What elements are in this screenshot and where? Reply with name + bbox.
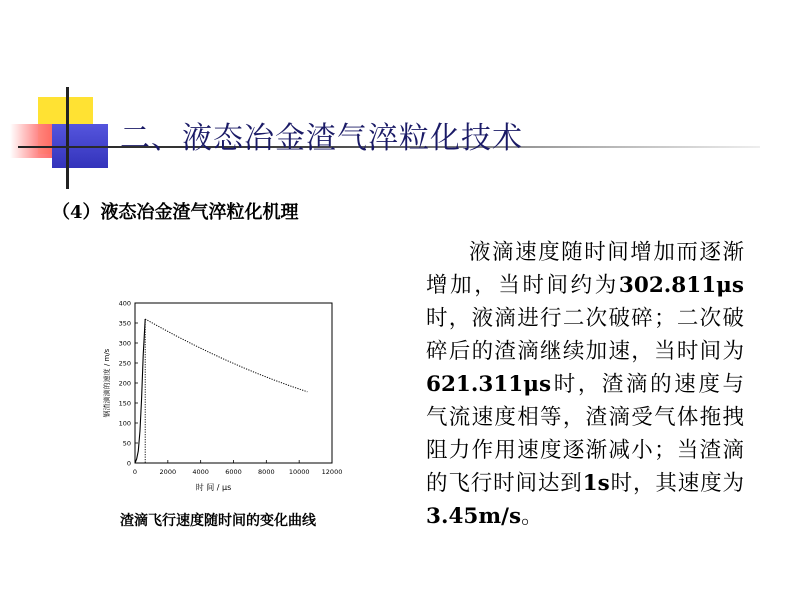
y-axis-label: 钢渣滴滴的速度 / m/s — [103, 348, 111, 418]
y-tick-label: 400 — [118, 299, 131, 308]
y-tick-label: 300 — [118, 339, 131, 348]
chart-svg — [85, 290, 355, 500]
y-tick-label: 100 — [118, 419, 131, 428]
section-subtitle: （4）液态冶金渣气淬粒化机理 — [52, 202, 299, 223]
body-text-1: 液滴速度随时间增加而逐渐增加，当时间约为 — [426, 240, 744, 298]
series-line-rise — [135, 319, 145, 463]
x-tick-label: 8000 — [258, 468, 275, 476]
body-value-2: 621.311μs — [426, 372, 552, 397]
body-text-4: 时，其速度为 — [609, 471, 744, 496]
body-value-3: 1s — [582, 471, 610, 496]
y-tick-label: 350 — [118, 319, 131, 328]
y-tick-label: 250 — [118, 359, 131, 368]
y-tick-label: 50 — [122, 439, 131, 448]
x-tick-label: 0 — [132, 468, 138, 476]
chart-caption: 渣滴飞行速度随时间的变化曲线 — [120, 513, 316, 529]
series-line-decay — [145, 319, 307, 392]
y-tick-label: 200 — [118, 379, 131, 388]
y-tick-label: 0 — [126, 459, 131, 468]
x-tick-label: 2000 — [159, 468, 177, 476]
y-tick-label: 150 — [118, 399, 131, 408]
decor-red-bar — [10, 124, 58, 158]
velocity-chart — [85, 290, 355, 500]
x-tick-label: 6000 — [225, 468, 242, 476]
x-tick-label: 10000 — [288, 468, 310, 476]
plot-frame — [135, 303, 332, 463]
body-text-3: 时，渣滴的速度与气流速度相等，渣滴受气体拖拽阻力作用速度逐渐减小；当渣滴的飞行时间达到 — [426, 372, 744, 496]
x-tick-label: 4000 — [192, 468, 209, 476]
decor-vertical-line — [66, 87, 69, 189]
body-text-5: 。 — [521, 504, 543, 529]
body-value-1: 302.811μs — [618, 273, 744, 298]
body-value-4: 3.45m/s — [426, 504, 522, 529]
x-tick-label: 12000 — [321, 468, 343, 476]
x-axis-label: 时 间 / μs — [195, 483, 232, 492]
slide-title: 二、液态冶金渣气淬粒化技术 — [120, 121, 523, 156]
body-text-2: 时，液滴进行二次破碎；二次破碎后的渣滴继续加速，当时间为 — [426, 306, 744, 364]
body-paragraph — [426, 236, 744, 533]
